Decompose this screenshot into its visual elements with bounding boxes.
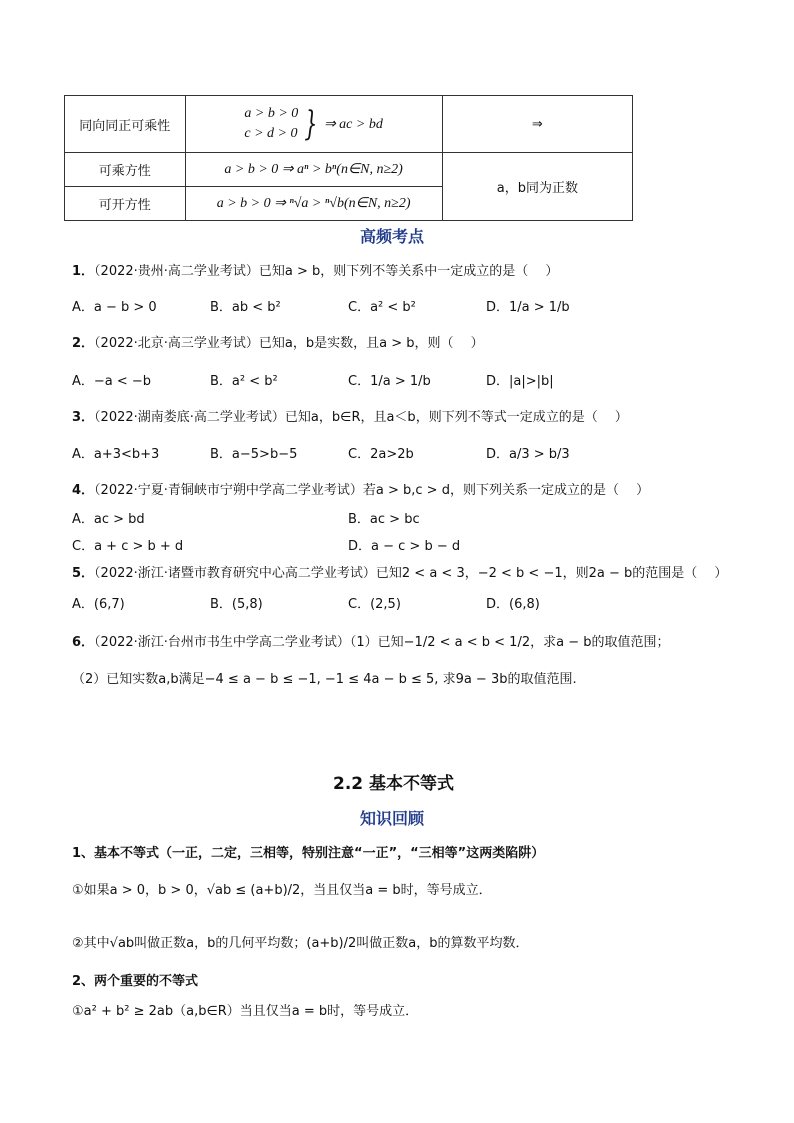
question-5-option-b: B．(5,8) xyxy=(210,597,263,612)
question-4-option-d: D．a − c > b − d xyxy=(348,539,461,554)
knowledge-line: ①如果a > 0，b > 0，√ab ≤ (a+b)/2，当且仅当a = b时，等号成立． xyxy=(72,883,492,898)
question-6-part-2: （2）已知实数a,b满足−4 ≤ a − b ≤ −1, −1 ≤ 4a − b ≤ 5, 求9a − 3b的取值范围. xyxy=(72,672,577,687)
table-row-name: 可乘方性 xyxy=(65,153,186,187)
question-1-option-d: D．1/a > 1/b xyxy=(486,300,570,315)
question-4-stem: 4．（2022·宁夏·青铜峡市宁朔中学高二学业考试）若a > b,c > d，则下列关系一定成立的是（ ） xyxy=(72,483,650,498)
question-6-stem: 6．（2022·浙江·台州市书生中学高二学业考试）（1）已知−1/2 < a < b < 1/2，求a − b的取值范围； xyxy=(72,635,670,650)
section-heading: 知识回顾 xyxy=(360,809,425,828)
question-2-option-a: A．−a < −b xyxy=(72,374,152,389)
system-conclusion: ⇒ ac > bd xyxy=(323,116,383,132)
table-row-formula: a > b > 0 ⇒ aⁿ > bⁿ(n∈N, n≥2) xyxy=(185,153,442,187)
question-1-stem: 1．（2022·贵州·高二学业考试）已知a > b，则下列不等关系中一定成立的是（ ） xyxy=(72,264,559,279)
question-1-option-c: C．a² < b² xyxy=(348,300,416,315)
table-row-name: 同向同正可乘性 xyxy=(65,96,186,153)
question-4-option-b: B．ac > bc xyxy=(348,512,420,527)
table-row-formula xyxy=(185,96,442,153)
question-2-option-b: B．a² < b² xyxy=(210,374,278,389)
question-2-stem: 2．（2022·北京·高三学业考试）已知a，b是实数，且a > b，则（ ） xyxy=(72,336,484,351)
question-5-option-a: A．(6,7) xyxy=(72,597,125,612)
question-5-option-d: D．(6,8) xyxy=(486,597,540,612)
question-4-option-c: C．a + c > b + d xyxy=(72,539,184,554)
properties-table xyxy=(64,95,633,221)
question-3-option-a: A．a+3<b+3 xyxy=(72,447,160,462)
question-3-option-c: C．2a>2b xyxy=(348,447,414,462)
table-merged-note: a，b同为正数 xyxy=(442,153,632,221)
question-3-stem: 3．（2022·湖南娄底·高二学业考试）已知a，b∈R，且a＜b，则下列不等式一定成立的是（ ） xyxy=(72,410,628,425)
table-row-note: ⇒ xyxy=(442,96,632,153)
system-line-2: c > d > 0 xyxy=(244,126,298,141)
section-title: 2.2 基本不等式 xyxy=(333,774,455,794)
question-2-option-d: D．|a|>|b| xyxy=(486,374,554,389)
system-line-1: a > b > 0 xyxy=(244,106,299,121)
question-2-option-c: C．1/a > 1/b xyxy=(348,374,431,389)
question-4-option-a: A．ac > bd xyxy=(72,512,145,527)
table-row-name: 可开方性 xyxy=(65,187,186,221)
right-brace-icon: } xyxy=(304,104,318,144)
knowledge-line: ①a² + b² ≥ 2ab（a,b∈R）当且仅当a = b时，等号成立． xyxy=(72,1004,419,1019)
question-5-stem: 5．（2022·浙江·诸暨市教育研究中心高二学业考试）已知2 < a < 3，−2 < b < −1，则2a − b的范围是（ ） xyxy=(72,566,728,581)
question-3-option-b: B．a−5>b−5 xyxy=(210,447,298,462)
question-1-option-b: B．ab < b² xyxy=(210,300,281,315)
knowledge-line: ②其中√ab叫做正数a，b的几何平均数；(a+b)/2叫做正数a，b的算数平均数． xyxy=(72,936,529,951)
question-1-option-a: A．a − b > 0 xyxy=(72,300,157,315)
question-3-option-d: D．a/3 > b/3 xyxy=(486,447,570,462)
section-heading: 高频考点 xyxy=(360,227,425,246)
knowledge-title-2: 2、两个重要的不等式 xyxy=(72,974,199,989)
knowledge-title-1: 1、基本不等式（一正，二定，三相等，特别注意“一正”，“三相等”这两类陷阱） xyxy=(72,846,545,861)
question-5-option-c: C．(2,5) xyxy=(348,597,401,612)
table-row-formula: a > b > 0 ⇒ ⁿ√a > ⁿ√b(n∈N, n≥2) xyxy=(185,187,442,221)
